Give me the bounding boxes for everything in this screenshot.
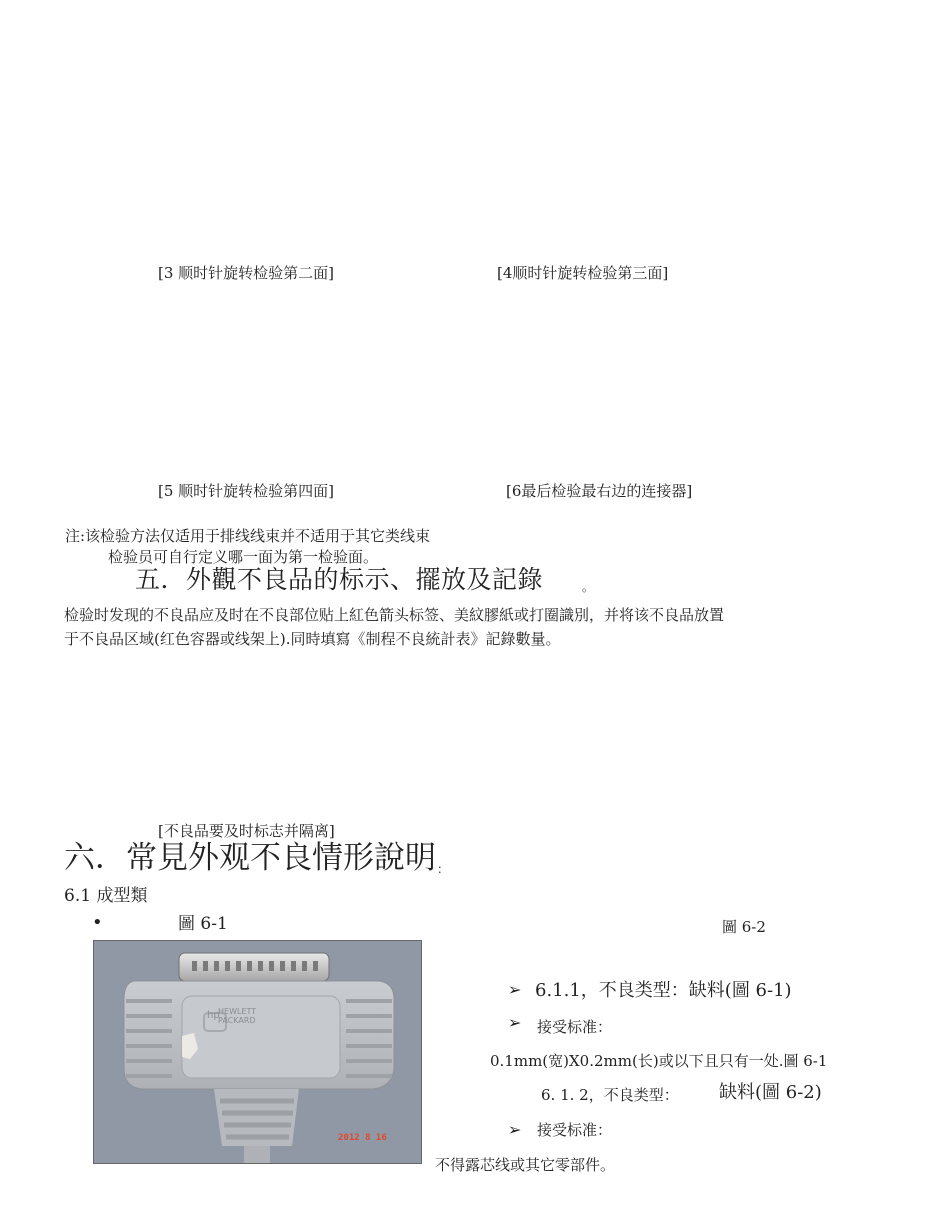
figure-6-2-label: 圖 6-2: [722, 918, 766, 936]
arrow-bullet-icon: ➢: [508, 980, 522, 999]
section6-subheading: 6.1 成型類: [64, 886, 148, 906]
section5-paragraph-line2: 于不良品区域(红色容器或线架上).同時填寫《制程不良統計表》記錄數量。: [64, 630, 561, 648]
acceptance-spec-2: 不得露芯线或其它零部件。: [435, 1156, 616, 1174]
section6-title: 六．常見外观不良情形說明: [64, 840, 436, 876]
brand-line1: HEWLETT: [218, 1007, 257, 1016]
hp-logo-icon: hp: [207, 1010, 220, 1021]
acceptance-spec-1: 0.1mm(宽)X0.2mm(长)或以下且只有一处.圖 6-1: [490, 1052, 828, 1070]
section5-paragraph-line1: 检验时发现的不良品应及时在不良部位贴上紅色箭头标签、美紋膠紙或打圈識別，并将该不良品放置: [64, 606, 725, 624]
caption-step4: [4顺时针旋转检验第三面]: [497, 264, 669, 282]
connector-defect-photo: [93, 940, 422, 1164]
brand-line2: PACKARD: [218, 1016, 256, 1025]
note-line2: 检验员可自行定义哪一面为第一检验面。: [108, 548, 379, 566]
arrow-bullet-icon: ➢: [508, 1120, 522, 1139]
caption-step6: [6最后检验最右边的连接器]: [506, 482, 693, 500]
defect-item-6-1-2-suffix: 缺料(圖 6-2): [719, 1082, 822, 1103]
defect-item-6-1-2-prefix: 6. 1. 2，不良类型：: [541, 1086, 679, 1104]
caption-step3: [3 顺时针旋转检验第二面]: [158, 264, 335, 282]
note-line1: 注:该检验方法仅适用于排线线束并不适用于其它类线束: [65, 527, 431, 545]
brand-label: [218, 1007, 256, 1025]
acceptance-label-1: 接受标准：: [537, 1018, 613, 1036]
arrow-bullet-icon: ➢: [508, 1013, 522, 1032]
section5-caption: [不良品要及时标志并隔离]: [158, 822, 335, 840]
photo-date-stamp: 2012 8 16: [338, 1133, 387, 1143]
acceptance-label-2: 接受标准：: [537, 1121, 613, 1139]
bullet-icon: •: [92, 912, 103, 933]
defect-item-6-1-1: 6.1.1，不良类型：缺料(圖 6-1): [535, 980, 792, 1001]
section5-title: 五．外觀不良品的标示、擺放及記錄: [135, 565, 544, 594]
caption-step5: [5 顺时针旋转检验第四面]: [158, 482, 335, 500]
section6-title-trail: ：: [437, 862, 450, 876]
section5-title-trail: 。: [582, 580, 595, 594]
figure-6-1-label: 圖 6-1: [178, 914, 228, 934]
